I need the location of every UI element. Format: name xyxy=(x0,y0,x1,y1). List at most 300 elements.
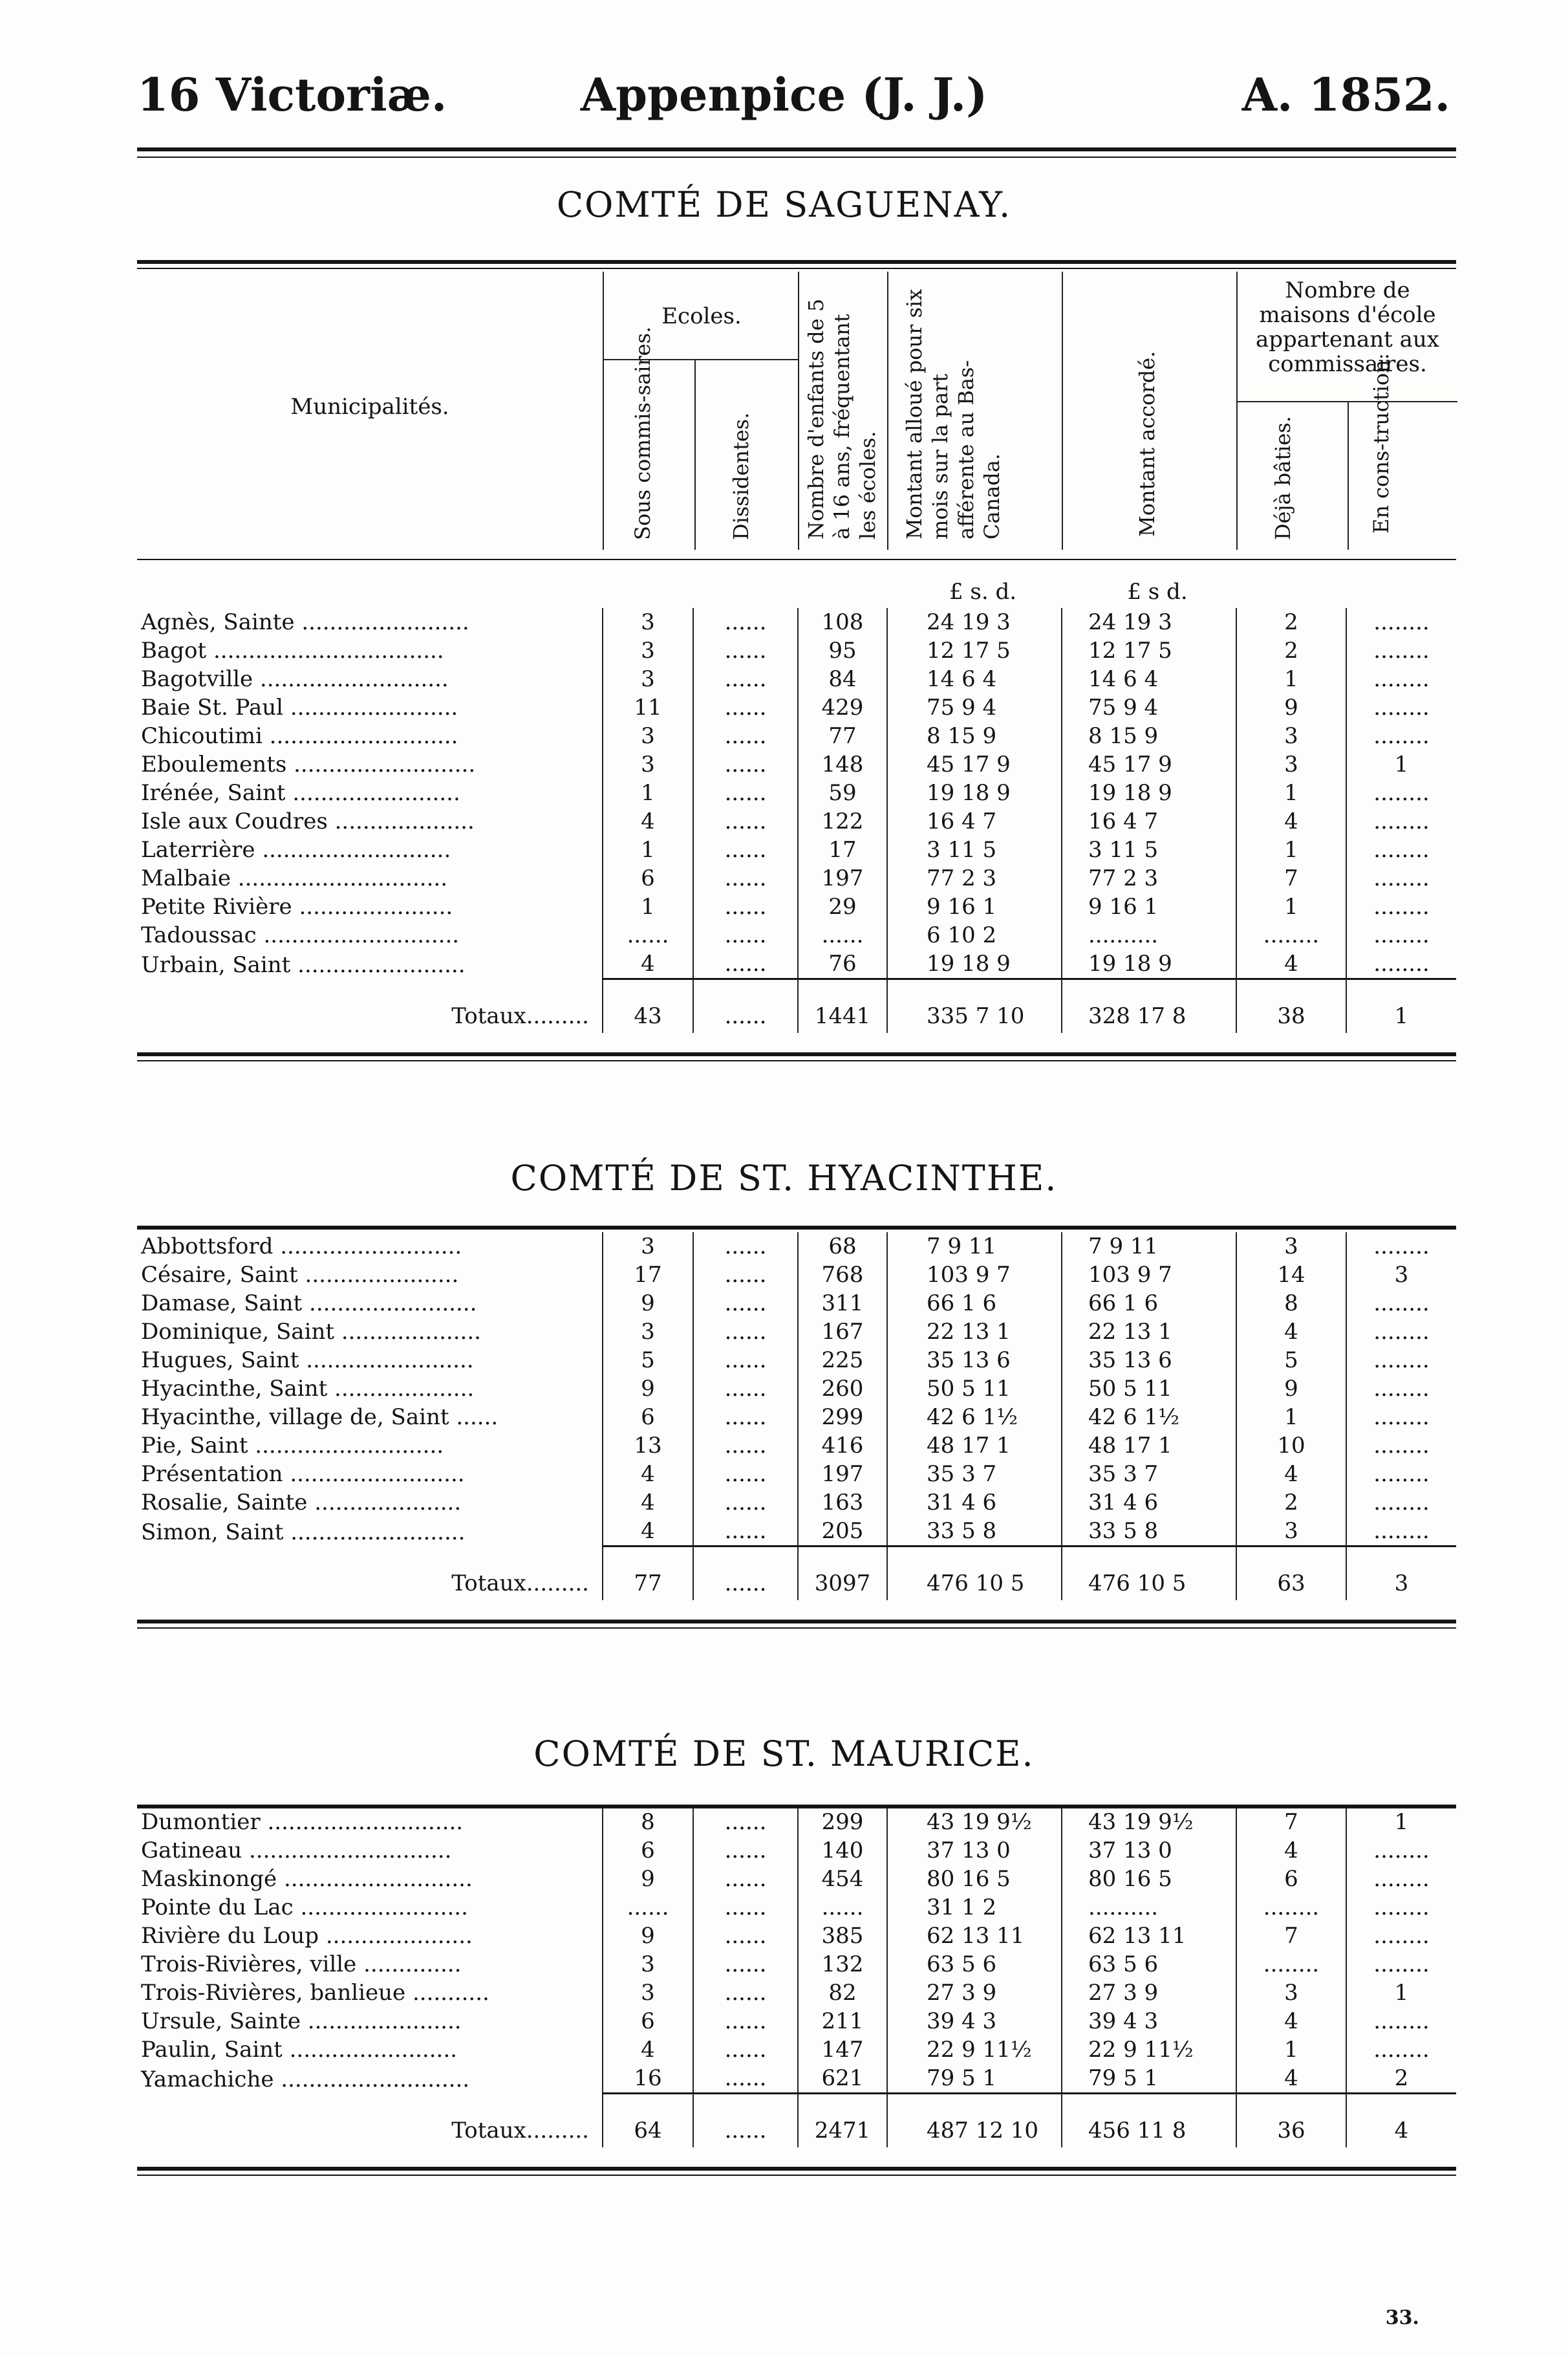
cell-acc: 35 3 7 xyxy=(1062,1460,1236,1488)
cell-acc: 3 11 5 xyxy=(1062,836,1236,864)
table-row xyxy=(137,1808,1456,1836)
cell-enf: 768 xyxy=(798,1261,887,1289)
montant-accorde-cell xyxy=(1062,272,1238,550)
table-row xyxy=(137,1893,1456,1922)
cell-acc: 19 18 9 xyxy=(1062,950,1236,979)
cell-name: Bagot ................................. xyxy=(141,638,444,664)
table-row xyxy=(137,1403,1456,1431)
cell-sous: ...... xyxy=(603,921,693,950)
cell-acc: 31 4 6 xyxy=(1062,1488,1236,1517)
cell-constr: ........ xyxy=(1346,864,1456,893)
enfants-cell xyxy=(798,272,888,550)
total-name: Totaux......... xyxy=(451,1570,589,1596)
cell-sous: 17 xyxy=(603,1261,693,1289)
cell-baties: 1 xyxy=(1236,779,1346,807)
cell-name: Yamachiche ........................... xyxy=(141,2066,470,2092)
cell-diss: ...... xyxy=(693,750,798,779)
cell-enf: 211 xyxy=(798,2007,887,2035)
cell-baties: 1 xyxy=(1236,665,1346,693)
cell-name: Eboulements .......................... xyxy=(141,752,476,777)
cell-acc: 50 5 11 xyxy=(1062,1374,1236,1403)
cell-name: Pie, Saint ........................... xyxy=(141,1433,444,1459)
cell-baties: 9 xyxy=(1236,693,1346,722)
cell-diss: ...... xyxy=(693,1865,798,1893)
cell-baties: 4 xyxy=(1236,1836,1346,1865)
cell-all: 80 16 5 xyxy=(887,1865,1062,1893)
total-constr: 3 xyxy=(1346,1546,1456,1601)
cell-acc: 16 4 7 xyxy=(1062,807,1236,836)
cell-sous: 9 xyxy=(603,1374,693,1403)
header-rule xyxy=(137,147,1456,151)
cell-all: 37 13 0 xyxy=(887,1836,1062,1865)
table-row xyxy=(137,950,1456,979)
st-hyacinthe-table xyxy=(137,1232,1456,1600)
cell-sous: 4 xyxy=(603,2035,693,2064)
cell-baties: 7 xyxy=(1236,864,1346,893)
header-bottom-rule xyxy=(137,559,1456,560)
cell-diss: ...... xyxy=(693,2064,798,2094)
cell-enf: 385 xyxy=(798,1922,887,1950)
section-title: COMTÉ DE SAGUENAY. xyxy=(556,184,1012,225)
total-acc: 328 17 8 xyxy=(1062,979,1236,1034)
table-bottom-rule-thin xyxy=(137,1627,1456,1629)
cell-diss: ...... xyxy=(693,950,798,979)
cell-acc: 75 9 4 xyxy=(1062,693,1236,722)
cell-name: Trois-Rivières, banlieue ........... xyxy=(141,1980,489,2006)
cell-all: 50 5 11 xyxy=(887,1374,1062,1403)
cell-enf: 299 xyxy=(798,1403,887,1431)
cell-enf: 108 xyxy=(798,608,887,636)
cell-enf: 225 xyxy=(798,1346,887,1374)
montant-accorde-header: Montant accordé. xyxy=(1135,351,1159,537)
cell-baties: ........ xyxy=(1236,1893,1346,1922)
cell-baties: 14 xyxy=(1236,1261,1346,1289)
cell-sous: 1 xyxy=(603,893,693,921)
cell-diss: ...... xyxy=(693,693,798,722)
cell-all: 35 3 7 xyxy=(887,1460,1062,1488)
section-title: COMTÉ DE ST. MAURICE. xyxy=(533,1733,1035,1774)
cell-diss: ...... xyxy=(693,1261,798,1289)
totals-row xyxy=(137,1546,1456,1601)
cell-baties: 2 xyxy=(1236,1488,1346,1517)
ecoles-header: Ecoles. xyxy=(661,303,742,329)
cell-all: 16 4 7 xyxy=(887,807,1062,836)
dissidentes-subcell xyxy=(694,359,799,550)
cell-all: 12 17 5 xyxy=(887,636,1062,665)
cell-name: Petite Rivière ...................... xyxy=(141,894,453,920)
total-all: 476 10 5 xyxy=(887,1546,1062,1601)
total-acc: 476 10 5 xyxy=(1062,1546,1236,1601)
cell-baties: 6 xyxy=(1236,1865,1346,1893)
total-all: 487 12 10 xyxy=(887,2094,1062,2148)
construction-subcell xyxy=(1348,353,1459,550)
cell-constr: ........ xyxy=(1346,1403,1456,1431)
cell-all: 6 10 2 xyxy=(887,921,1062,950)
cell-all: 22 9 11½ xyxy=(887,2035,1062,2064)
cell-sous: 9 xyxy=(603,1289,693,1318)
cell-constr: ........ xyxy=(1346,693,1456,722)
cell-sous: 8 xyxy=(603,1808,693,1836)
cell-acc: 45 17 9 xyxy=(1062,750,1236,779)
table-row xyxy=(137,636,1456,665)
cell-diss: ...... xyxy=(693,2035,798,2064)
cell-name: Maskinongé ........................... xyxy=(141,1866,473,1892)
cell-enf: 429 xyxy=(798,693,887,722)
cell-diss: ...... xyxy=(693,1488,798,1517)
cell-all: 62 13 11 xyxy=(887,1922,1062,1950)
total-sous: 77 xyxy=(603,1546,693,1601)
en-construction-header: En cons-truction. xyxy=(1369,353,1393,534)
cell-baties: 4 xyxy=(1236,807,1346,836)
cell-constr: 1 xyxy=(1346,750,1456,779)
cell-baties: 1 xyxy=(1236,893,1346,921)
cell-sous: 1 xyxy=(603,836,693,864)
cell-constr: ........ xyxy=(1346,722,1456,750)
st-maurice-table xyxy=(137,1808,1456,2147)
cell-baties: 1 xyxy=(1236,836,1346,864)
cell-constr: ........ xyxy=(1346,1865,1456,1893)
cell-constr: 1 xyxy=(1346,1808,1456,1836)
cell-name: Hyacinthe, village de, Saint ...... xyxy=(141,1404,499,1430)
cell-enf: 84 xyxy=(798,665,887,693)
cell-acc: 14 6 4 xyxy=(1062,665,1236,693)
cell-constr: ........ xyxy=(1346,1488,1456,1517)
cell-constr: ........ xyxy=(1346,1922,1456,1950)
column-header-block xyxy=(137,272,1456,550)
table-row xyxy=(137,1865,1456,1893)
cell-acc: 103 9 7 xyxy=(1062,1261,1236,1289)
cell-constr: ........ xyxy=(1346,1460,1456,1488)
cell-baties: 7 xyxy=(1236,1808,1346,1836)
cell-acc: 63 5 6 xyxy=(1062,1950,1236,1979)
cell-constr: ........ xyxy=(1346,636,1456,665)
cell-enf: 148 xyxy=(798,750,887,779)
total-name: Totaux......... xyxy=(451,2118,589,2143)
table-row xyxy=(137,1318,1456,1346)
cell-enf: 311 xyxy=(798,1289,887,1318)
cell-acc: 35 13 6 xyxy=(1062,1346,1236,1374)
table-bottom-rule xyxy=(137,1052,1456,1056)
table-row xyxy=(137,1261,1456,1289)
header-rule-thin xyxy=(137,157,1456,158)
cell-diss: ...... xyxy=(693,1836,798,1865)
cell-baties: 5 xyxy=(1236,1346,1346,1374)
table-row xyxy=(137,921,1456,950)
table-bottom-rule-thin xyxy=(137,1060,1456,1061)
cell-sous: 3 xyxy=(603,1979,693,2007)
cell-all: 48 17 1 xyxy=(887,1431,1062,1460)
cell-baties: 3 xyxy=(1236,750,1346,779)
cell-acc: 8 15 9 xyxy=(1062,722,1236,750)
cell-name: Irénée, Saint ........................ xyxy=(141,780,460,806)
cell-sous: 11 xyxy=(603,693,693,722)
cell-sous: 9 xyxy=(603,1922,693,1950)
cell-enf: 122 xyxy=(798,807,887,836)
total-sous: 64 xyxy=(603,2094,693,2148)
cell-constr: ........ xyxy=(1346,1232,1456,1261)
cell-all: 43 19 9½ xyxy=(887,1808,1062,1836)
total-enf: 1441 xyxy=(798,979,887,1034)
table-row xyxy=(137,836,1456,864)
table-top-rule-thin xyxy=(137,268,1456,269)
cell-constr: ........ xyxy=(1346,836,1456,864)
cell-acc: 42 6 1½ xyxy=(1062,1403,1236,1431)
cell-all: 63 5 6 xyxy=(887,1950,1062,1979)
table-row xyxy=(137,722,1456,750)
total-constr: 4 xyxy=(1346,2094,1456,2148)
cell-sous: 3 xyxy=(603,1232,693,1261)
cell-sous: 3 xyxy=(603,608,693,636)
cell-all: 75 9 4 xyxy=(887,693,1062,722)
cell-sous: 4 xyxy=(603,950,693,979)
montant-alloue-cell xyxy=(887,272,1063,550)
cell-enf: 95 xyxy=(798,636,887,665)
cell-constr: ........ xyxy=(1346,921,1456,950)
cell-diss: ...... xyxy=(693,921,798,950)
table-row xyxy=(137,807,1456,836)
total-baties: 36 xyxy=(1236,2094,1346,2148)
cell-sous: 13 xyxy=(603,1431,693,1460)
total-diss: ...... xyxy=(693,1546,798,1601)
cell-all: 31 4 6 xyxy=(887,1488,1062,1517)
cell-all: 42 6 1½ xyxy=(887,1403,1062,1431)
page-header-right: A. 1852. xyxy=(1241,68,1450,122)
cell-all: 66 1 6 xyxy=(887,1289,1062,1318)
cell-constr: 2 xyxy=(1346,2064,1456,2094)
table-row xyxy=(137,893,1456,921)
cell-diss: ...... xyxy=(693,1922,798,1950)
cell-name: Dumontier ............................ xyxy=(141,1809,464,1835)
cell-name: Baie St. Paul ........................ xyxy=(141,695,458,721)
cell-baties: 8 xyxy=(1236,1289,1346,1318)
cell-enf: 163 xyxy=(798,1488,887,1517)
table-row xyxy=(137,2064,1456,2094)
cell-name: Urbain, Saint ........................ xyxy=(141,951,466,978)
table-row xyxy=(137,864,1456,893)
cell-sous: 4 xyxy=(603,1488,693,1517)
cell-baties: 3 xyxy=(1236,1517,1346,1546)
section-title: COMTÉ DE ST. HYACINTHE. xyxy=(510,1158,1058,1199)
cell-name: Trois-Rivières, ville .............. xyxy=(141,1951,462,1977)
dissidentes-header: Dissidentes. xyxy=(729,412,753,540)
cell-sous: 3 xyxy=(603,722,693,750)
nombre-maisons-header: Nombre de maisons d'école appartenant aux commissaires. xyxy=(1256,277,1439,377)
cell-baties: ........ xyxy=(1236,1950,1346,1979)
cell-name: Rosalie, Sainte ..................... xyxy=(141,1490,462,1515)
cell-enf: 205 xyxy=(798,1517,887,1546)
cell-constr: ........ xyxy=(1346,1950,1456,1979)
cell-acc: 79 5 1 xyxy=(1062,2064,1236,2094)
table-bottom-rule xyxy=(137,2167,1456,2171)
cell-diss: ...... xyxy=(693,779,798,807)
cell-baties: 1 xyxy=(1236,1403,1346,1431)
cell-diss: ...... xyxy=(693,722,798,750)
cell-enf: 197 xyxy=(798,1460,887,1488)
cell-all: 27 3 9 xyxy=(887,1979,1062,2007)
cell-acc: 12 17 5 xyxy=(1062,636,1236,665)
cell-sous: 6 xyxy=(603,1836,693,1865)
page-header-left: 16 Victoriæ. xyxy=(137,68,447,122)
cell-enf: 140 xyxy=(798,1836,887,1865)
cell-sous: 3 xyxy=(603,665,693,693)
cell-name: Damase, Saint ........................ xyxy=(141,1290,477,1316)
cell-diss: ...... xyxy=(693,1808,798,1836)
total-all: 335 7 10 xyxy=(887,979,1062,1034)
cell-sous: 4 xyxy=(603,1460,693,1488)
cell-diss: ...... xyxy=(693,893,798,921)
page-number: 33. xyxy=(1385,2306,1419,2329)
cell-name: Pointe du Lac ........................ xyxy=(141,1894,468,1920)
cell-diss: ...... xyxy=(693,608,798,636)
total-enf: 3097 xyxy=(798,1546,887,1601)
cell-name: Hugues, Saint ........................ xyxy=(141,1347,474,1373)
cell-sous: 6 xyxy=(603,2007,693,2035)
table-row xyxy=(137,1922,1456,1950)
total-acc: 456 11 8 xyxy=(1062,2094,1236,2148)
table-top-rule xyxy=(137,1226,1456,1230)
cell-baties: 4 xyxy=(1236,2007,1346,2035)
cell-all: 24 19 3 xyxy=(887,608,1062,636)
table-row xyxy=(137,1289,1456,1318)
table-bottom-rule xyxy=(137,1620,1456,1623)
cell-baties: 3 xyxy=(1236,1232,1346,1261)
cell-all: 33 5 8 xyxy=(887,1517,1062,1546)
cell-diss: ...... xyxy=(693,1289,798,1318)
cell-acc: 66 1 6 xyxy=(1062,1289,1236,1318)
cell-diss: ...... xyxy=(693,1893,798,1922)
cell-enf: 59 xyxy=(798,779,887,807)
cell-all: 77 2 3 xyxy=(887,864,1062,893)
cell-enf: 147 xyxy=(798,2035,887,2064)
enfants-header: Nombre d'enfants de 5 à 16 ans, fréquentant les écoles. xyxy=(804,298,880,539)
table-row xyxy=(137,1979,1456,2007)
table-row xyxy=(137,1431,1456,1460)
cell-constr: ........ xyxy=(1346,1836,1456,1865)
cell-constr: ........ xyxy=(1346,1318,1456,1346)
cell-name: Paulin, Saint ........................ xyxy=(141,2037,457,2063)
cell-acc: 22 9 11½ xyxy=(1062,2035,1236,2064)
cell-baties: 3 xyxy=(1236,722,1346,750)
cell-diss: ...... xyxy=(693,636,798,665)
table-row xyxy=(137,750,1456,779)
cell-enf: ...... xyxy=(798,921,887,950)
deja-baties-header: Déjà bâties. xyxy=(1271,416,1295,540)
cell-enf: 454 xyxy=(798,1865,887,1893)
table-row xyxy=(137,2007,1456,2035)
cell-acc: .......... xyxy=(1062,921,1236,950)
cell-baties: 9 xyxy=(1236,1374,1346,1403)
cell-all: 8 15 9 xyxy=(887,722,1062,750)
cell-diss: ...... xyxy=(693,1979,798,2007)
cell-sous: 4 xyxy=(603,1517,693,1546)
cell-diss: ...... xyxy=(693,1431,798,1460)
cell-name: Dominique, Saint .................... xyxy=(141,1319,481,1345)
cell-acc: 39 4 3 xyxy=(1062,2007,1236,2035)
cell-acc: 48 17 1 xyxy=(1062,1431,1236,1460)
total-enf: 2471 xyxy=(798,2094,887,2148)
cell-acc: 77 2 3 xyxy=(1062,864,1236,893)
cell-name: Simon, Saint ......................... xyxy=(141,1519,466,1545)
cell-all: 45 17 9 xyxy=(887,750,1062,779)
cell-constr: ........ xyxy=(1346,779,1456,807)
cell-diss: ...... xyxy=(693,1232,798,1261)
municipalites-header: Municipalités. xyxy=(290,394,449,420)
cell-name: Malbaie .............................. xyxy=(141,865,448,891)
cell-acc: 43 19 9½ xyxy=(1062,1808,1236,1836)
cell-acc: .......... xyxy=(1062,1893,1236,1922)
cell-acc: 7 9 11 xyxy=(1062,1232,1236,1261)
cell-baties: 3 xyxy=(1236,1979,1346,2007)
cell-name: Tadoussac ............................ xyxy=(141,922,460,948)
cell-name: Agnès, Sainte ........................ xyxy=(141,609,469,635)
total-diss: ...... xyxy=(693,2094,798,2148)
cell-constr: ........ xyxy=(1346,950,1456,979)
table-row xyxy=(137,1232,1456,1261)
cell-baties: 2 xyxy=(1236,636,1346,665)
cell-constr: ........ xyxy=(1346,2007,1456,2035)
saguenay-table xyxy=(137,608,1456,1033)
cell-enf: 299 xyxy=(798,1808,887,1836)
cell-enf: 17 xyxy=(798,836,887,864)
cell-constr: ........ xyxy=(1346,893,1456,921)
total-sous: 43 xyxy=(603,979,693,1034)
cell-constr: 3 xyxy=(1346,1261,1456,1289)
page-header-center: Appenpice (J. J.) xyxy=(580,68,988,122)
cell-baties: 1 xyxy=(1236,2035,1346,2064)
cell-enf: 132 xyxy=(798,1950,887,1979)
table-row xyxy=(137,1517,1456,1546)
table-row xyxy=(137,693,1456,722)
cell-acc: 24 19 3 xyxy=(1062,608,1236,636)
total-constr: 1 xyxy=(1346,979,1456,1034)
cell-name: Rivière du Loup ..................... xyxy=(141,1923,473,1949)
table-row xyxy=(137,1836,1456,1865)
total-baties: 38 xyxy=(1236,979,1346,1034)
cell-enf: 197 xyxy=(798,864,887,893)
cell-all: 31 1 2 xyxy=(887,1893,1062,1922)
cell-diss: ...... xyxy=(693,836,798,864)
cell-diss: ...... xyxy=(693,2007,798,2035)
cell-baties: 4 xyxy=(1236,1318,1346,1346)
cell-constr: ........ xyxy=(1346,1289,1456,1318)
cell-diss: ...... xyxy=(693,1318,798,1346)
cell-sous: 3 xyxy=(603,1318,693,1346)
cell-baties: 4 xyxy=(1236,2064,1346,2094)
cell-diss: ...... xyxy=(693,807,798,836)
cell-sous: 4 xyxy=(603,807,693,836)
cell-name: Présentation ......................... xyxy=(141,1461,465,1487)
cell-sous: 6 xyxy=(603,1403,693,1431)
cell-constr: ........ xyxy=(1346,1346,1456,1374)
total-baties: 63 xyxy=(1236,1546,1346,1601)
cell-diss: ...... xyxy=(693,1517,798,1546)
cell-name: Laterrière ........................... xyxy=(141,837,451,863)
cell-constr: ........ xyxy=(1346,2035,1456,2064)
cell-enf: 76 xyxy=(798,950,887,979)
table-row xyxy=(137,1488,1456,1517)
cell-enf: 621 xyxy=(798,2064,887,2094)
cell-enf: 82 xyxy=(798,1979,887,2007)
cell-baties: ........ xyxy=(1236,921,1346,950)
table-row xyxy=(137,1374,1456,1403)
cell-all: 9 16 1 xyxy=(887,893,1062,921)
cell-acc: 19 18 9 xyxy=(1062,779,1236,807)
cell-all: 19 18 9 xyxy=(887,950,1062,979)
table-row xyxy=(137,2035,1456,2064)
cell-baties: 4 xyxy=(1236,950,1346,979)
cell-acc: 22 13 1 xyxy=(1062,1318,1236,1346)
cell-constr: ........ xyxy=(1346,1893,1456,1922)
